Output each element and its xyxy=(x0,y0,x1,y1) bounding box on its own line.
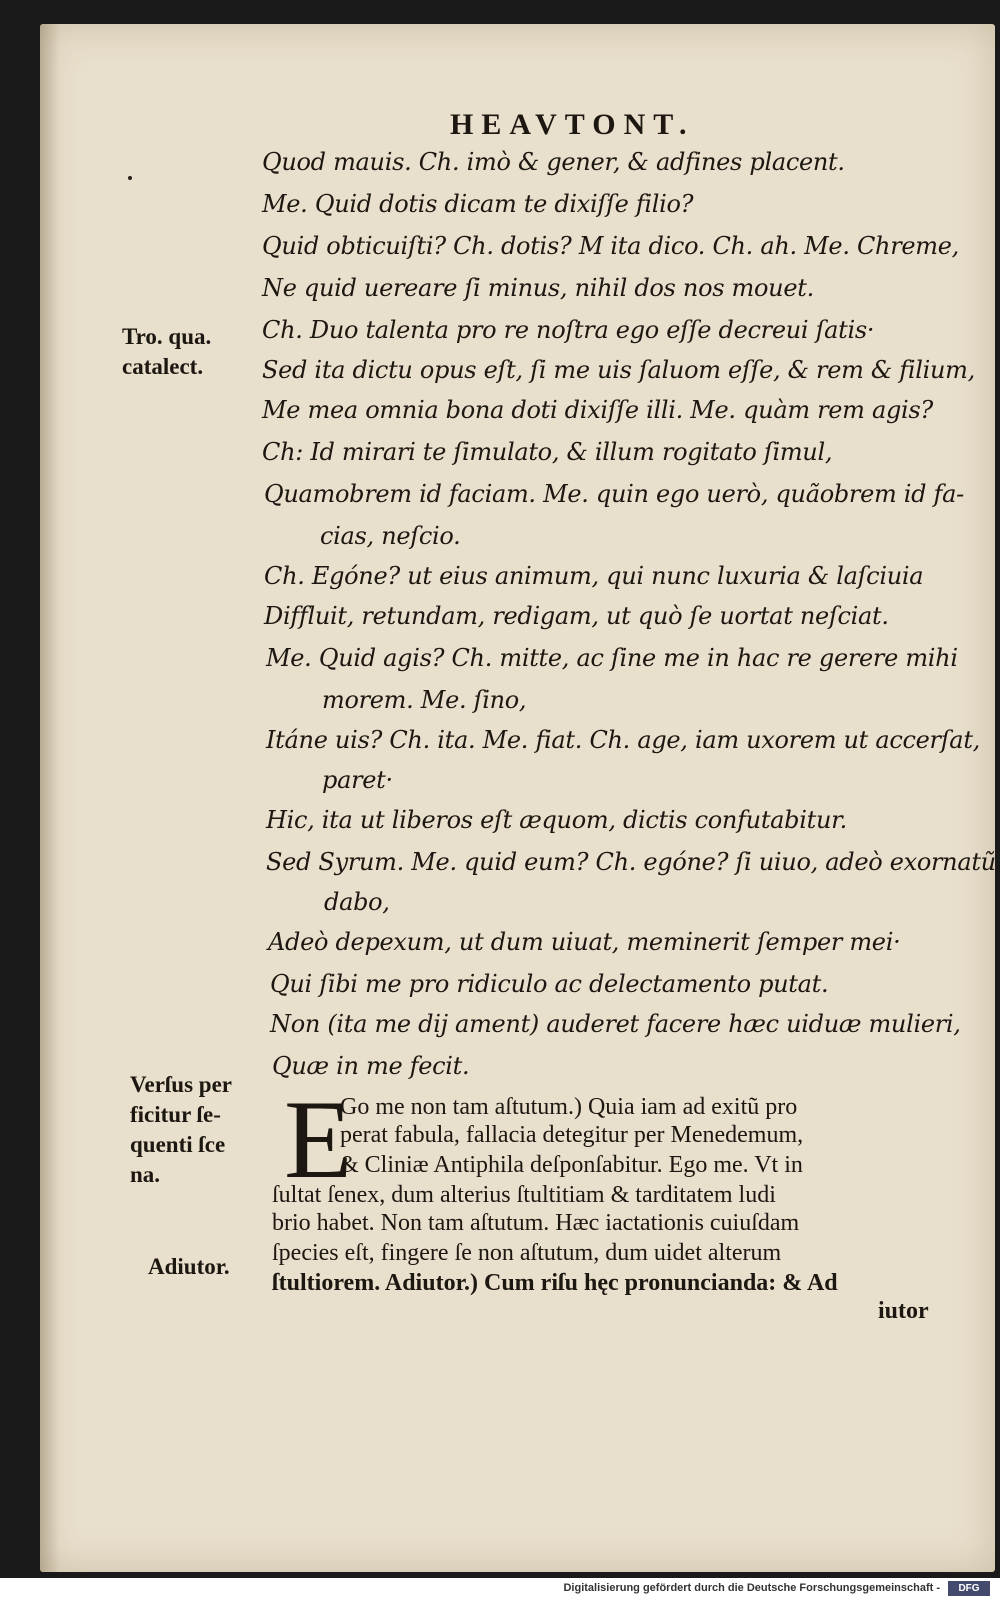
verse-line: morem. Me. ſino, xyxy=(322,686,527,714)
margin-note-line: na. xyxy=(130,1162,161,1187)
margin-note-tro xyxy=(122,322,211,382)
verse-line: Me mea omnia bona doti dixiſſe illi. Me. quàm rem agis? xyxy=(262,396,934,424)
margin-note-adiutor: Adiutor. xyxy=(148,1254,230,1279)
commentary-line: brio habet. Non tam aſtutum. Hæc iactationis cuiuſdam xyxy=(272,1210,800,1236)
verse-line: paret· xyxy=(322,766,393,794)
verse-line: Ch. Duo talenta pro re noſtra ego eſſe decreui ſatis· xyxy=(262,316,875,344)
verse-line: Ch: Id mirari te ſimulato, & illum rogitato ſimul, xyxy=(262,438,833,466)
verse-line: Quamobrem id faciam. Me. quin ego uerò, quãobrem id fa- xyxy=(264,480,964,508)
verse-line: Ch. Egóne? ut eius animum, qui nunc luxuria & laſciuia xyxy=(264,562,924,590)
verse-line: Me. Quid agis? Ch. mitte, ac ſine me in hac re gerere mihi xyxy=(266,644,958,672)
ink-dot xyxy=(128,176,132,180)
verse-line: Sed ita dictu opus eſt, ſi me uis ſaluom eſſe, & rem & filium, xyxy=(262,356,975,384)
spine-shadow xyxy=(40,24,60,1572)
verse-line: Itáne uis? Ch. ita. Me. fiat. Ch. age, iam uxorem ut accerſat, xyxy=(266,726,980,754)
verse-line: Sed Syrum. Me. quid eum? Ch. egóne? ſi uiuo, adeò exornatũ xyxy=(266,848,996,876)
margin-note-line: Tro. qua. xyxy=(122,324,212,349)
margin-note-line: ficitur ſe- xyxy=(130,1102,221,1127)
margin-note-line: quenti ſce xyxy=(130,1132,226,1157)
commentary-line: ſultat ſenex, dum alterius ſtultitiam & tarditatem ludi xyxy=(272,1182,776,1208)
commentary-line: ſtultiorem. Adiutor.) Cum riſu hęc pronuncianda: & Ad xyxy=(272,1270,838,1296)
verse-line: Ne quid uereare ſi minus, nihil dos nos mouet. xyxy=(262,274,814,302)
verse-line: Non (ita me dij ament) auderet facere hæc uiduæ mulieri, xyxy=(270,1010,961,1038)
verse-line: Diffluit, retundam, redigam, ut quò ſe uortat neſciat. xyxy=(264,602,889,630)
dropcap-letter: E xyxy=(284,1078,353,1202)
running-header: HEAVTONT. xyxy=(450,108,695,141)
verse-line: Hic, ita ut liberos eſt æquom, dictis confutabitur. xyxy=(266,806,847,834)
commentary-line: Go me non tam aſtutum.) Quia iam ad exitũ pro xyxy=(340,1094,798,1120)
verse-line: Quod mauis. Ch. imò & gener, & adfines placent. xyxy=(262,148,845,176)
commentary-line: ſpecies eſt, fingere ſe non aſtutum, dum uidet alterum xyxy=(272,1240,782,1266)
commentary-line: perat fabula, fallacia detegitur per Menedemum, xyxy=(340,1122,804,1148)
verse-line: Me. Quid dotis dicam te dixiſſe filio? xyxy=(262,190,694,218)
margin-note-line: catalect. xyxy=(122,354,204,379)
verse-line: cias, neſcio. xyxy=(320,522,461,550)
footer-bar xyxy=(0,1578,1000,1601)
verse-line: Quid obticuiſti? Ch. dotis? M ita dico. Ch. ah. Me. Chreme, xyxy=(262,232,959,260)
commentary-line: & Cliniæ Antiphila deſponſabitur. Ego me. Vt in xyxy=(340,1152,803,1178)
verse-line: dabo, xyxy=(324,888,390,916)
dfg-logo: DFG xyxy=(948,1581,990,1596)
margin-note-line: Verſus per xyxy=(130,1072,233,1097)
digitization-credit: Digitalisierung gefördert durch die Deutsche Forschungsgemeinschaft - xyxy=(563,1582,940,1594)
margin-note-versus xyxy=(130,1070,232,1190)
verse-line: Qui ſibi me pro ridiculo ac delectamento putat. xyxy=(270,970,829,998)
verse-line: Adeò depexum, ut dum uiuat, meminerit ſemper mei· xyxy=(268,928,901,956)
commentary-line: iutor xyxy=(878,1298,929,1324)
verse-line: Quæ in me fecit. xyxy=(272,1052,470,1080)
